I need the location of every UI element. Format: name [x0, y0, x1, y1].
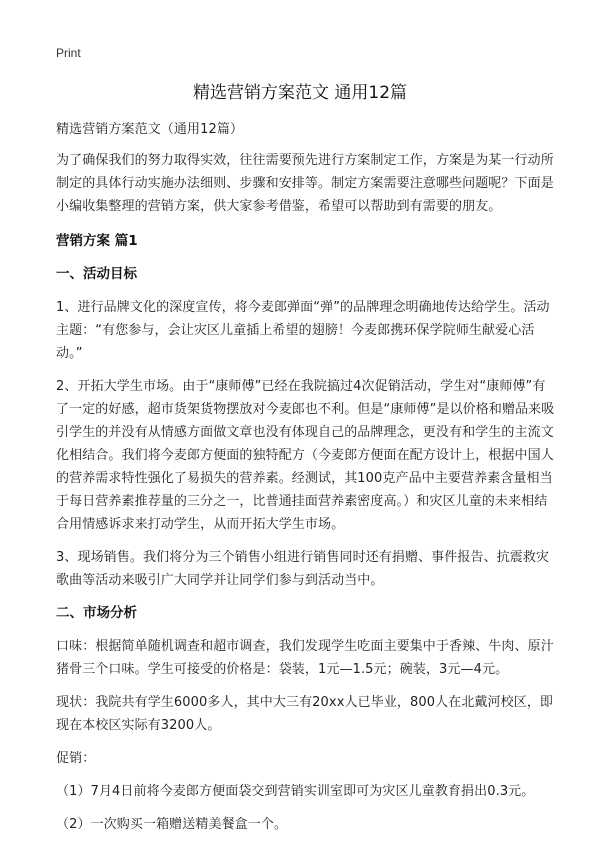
print-label[interactable]: Print	[56, 46, 81, 60]
goal-paragraph-3: 3、现场销售。我们将分为三个销售小组进行销售同时还有捐赠、事件报告、抗震救灾歌曲等活动来吸引广大同学并让同学们参与到活动当中。	[56, 550, 550, 588]
promo-label: 促销：	[56, 751, 96, 766]
subsection-heading-goals: 一、活动目标	[56, 266, 137, 282]
goal-paragraph-2: 2、开拓大学生市场。由于“康师傅”已经在我院搞过4次促销活动，学生对“康师傅”有了一定的好感，超市货架货物摆放对今麦郎也不利。但是“康师傅”是以价格和赠品来吸引学生的并没有从情感方面做文章也没有体现自己的品牌理念，更没有和学生的主流文化相结合。我们将今麦郎方便面的独特配方（今麦郎方便面在配方设计上，根据中国人的营养需求特性强化了易损失的营养素。经测试，其100克产品中主要营养素含量相当于每日营养素推荐量的三分之一，比普通挂面营养素密度高。）和灾区儿童的未来相结合用情感诉求来打动学生，从而开拓大学生市场。	[56, 379, 555, 532]
market-status-paragraph: 现状：我院共有学生6000多人，其中大三有20xx人已毕业，800人在北戴河校区，即现在本校区实际有3200人。	[56, 695, 554, 733]
document-subtitle: 精选营销方案范文（通用12篇）	[56, 122, 244, 137]
goal-paragraph-1: 1、进行品牌文化的深度宣传，将今麦郎弹面“弹”的品牌理念明确地传达给学生。活动主题：“有您参与，会让灾区儿童插上希望的翅膀！今麦郎携环保学院师生献爱心活动。”	[56, 300, 550, 361]
promo-item-1: （1）7月4日前将今麦郎方便面袋交到营销实训室即可为灾区儿童教育捐出0.3元。	[56, 784, 535, 799]
document-body	[56, 118, 556, 842]
section-heading: 营销方案 篇1	[56, 233, 138, 249]
intro-paragraph: 为了确保我们的努力取得实效，往往需要预先进行方案制定工作，方案是为某一行动所制定的具体行动实施办法细则、步骤和安排等。制定方案需要注意哪些问题呢？下面是小编收集整理的营销方案，供大家参考借鉴，希望可以帮助到有需要的朋友。	[56, 153, 554, 214]
page-title: 精选营销方案范文 通用12篇	[192, 83, 408, 103]
promo-item-2: （2）一次购买一箱赠送精美餐盒一个。	[56, 817, 288, 832]
market-taste-paragraph: 口味：根据简单随机调查和超市调查，我们发现学生吃面主要集中于香辣、牛肉、原汁猪骨三个口味。学生可接受的价格是：袋装，1元—1.5元；碗装，3元—4元。	[56, 639, 554, 677]
subsection-heading-market: 二、市场分析	[56, 605, 137, 621]
